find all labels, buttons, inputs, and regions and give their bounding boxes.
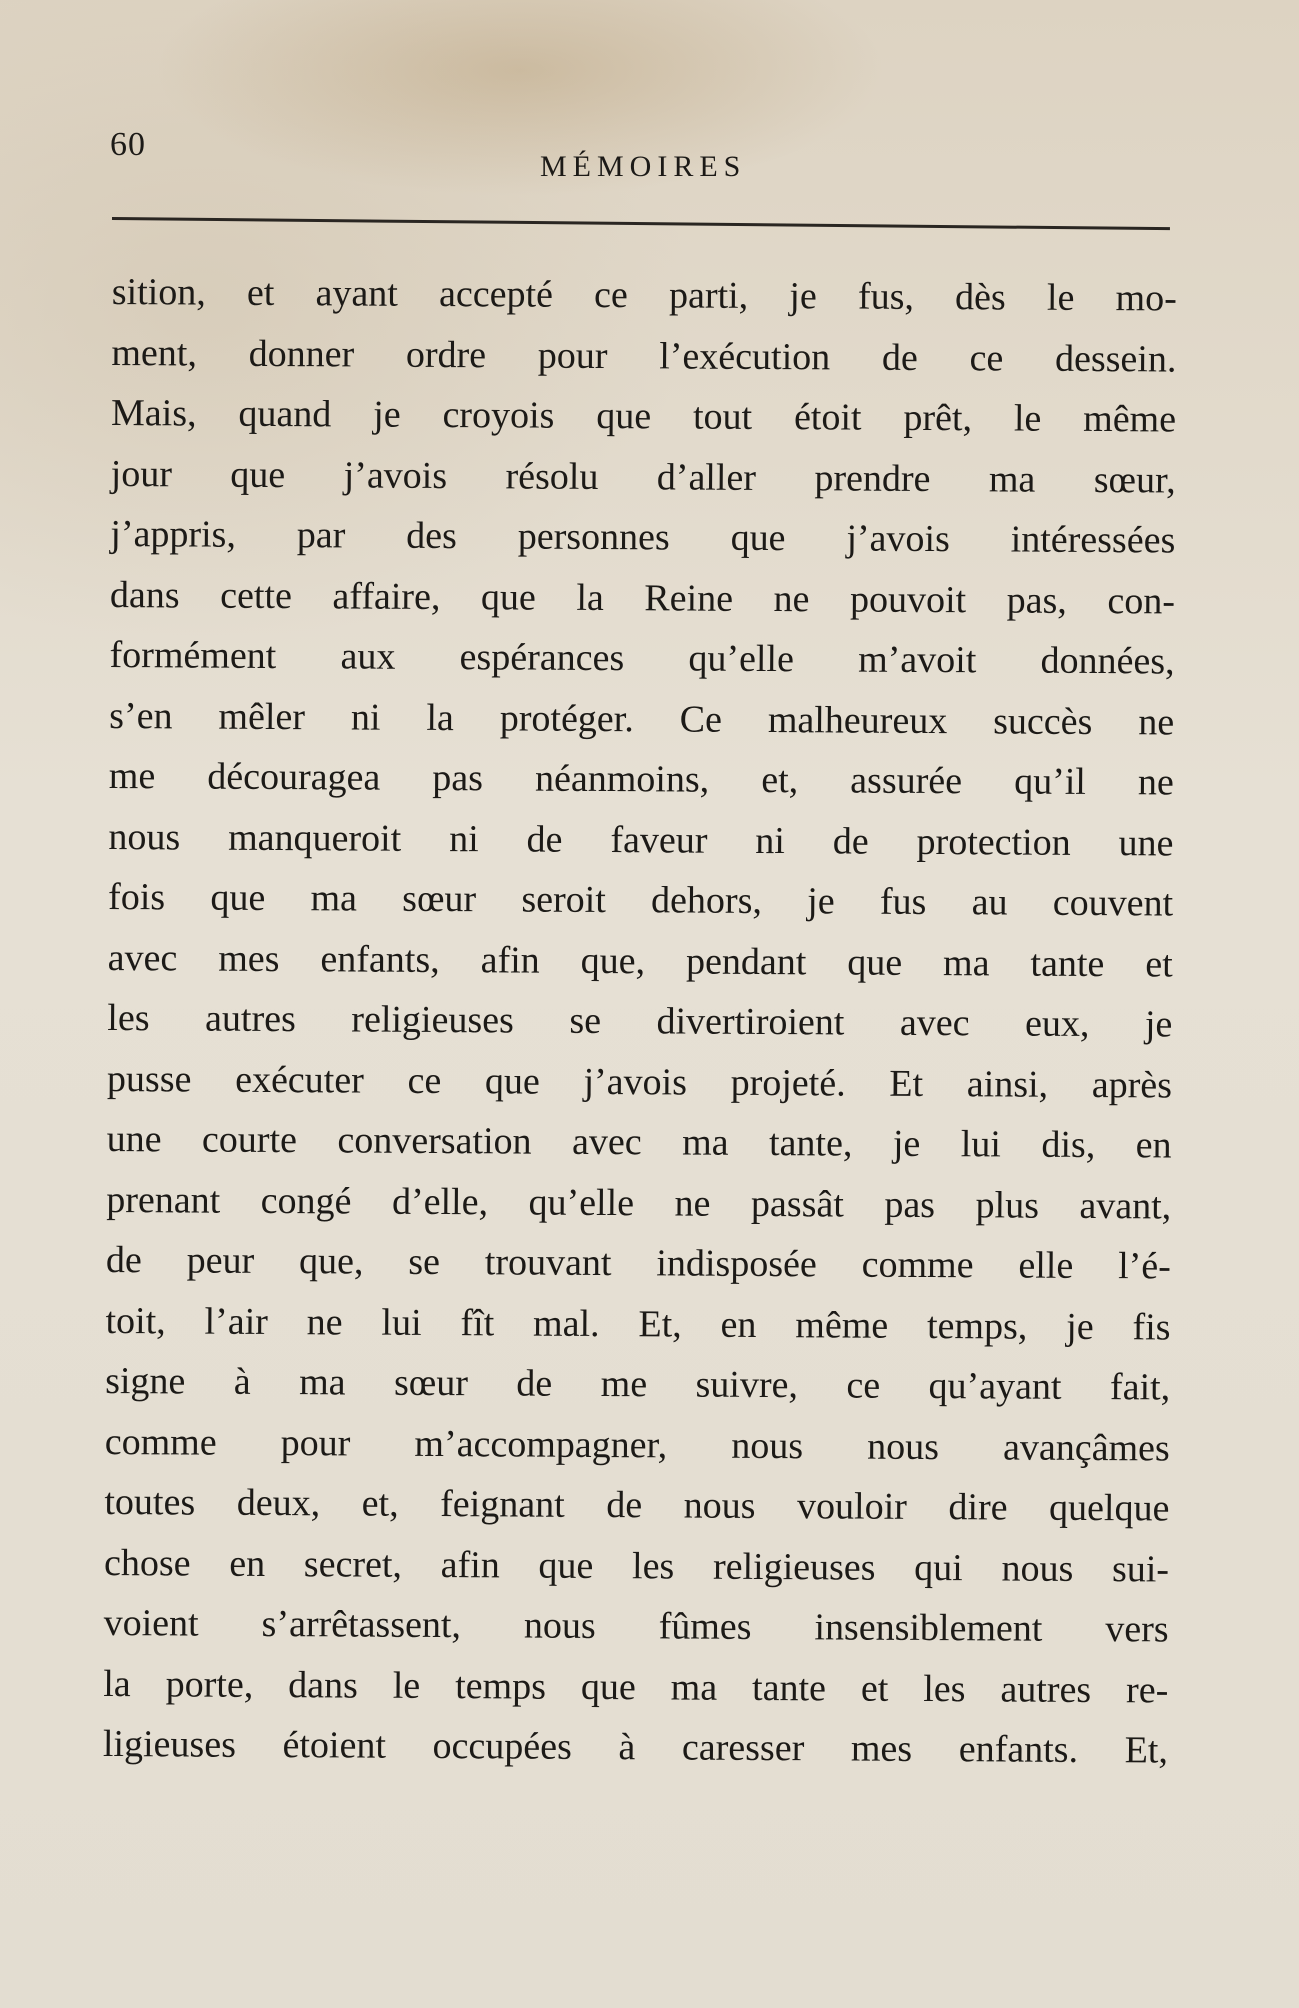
text-line: nous manqueroit ni de faveur ni de protection une: [108, 815, 1174, 864]
text-line: fois que ma sœur seroit dehors, je fus au couvent: [107, 875, 1174, 925]
text-line: les autres religieuses se divertiroient avec eux, je: [107, 996, 1173, 1046]
text-line: voient s’arrêtassent, nous fûmes insensiblement vers: [103, 1601, 1169, 1651]
text-line: ligieuses étoient occupées à caresser mes enfants. Et,: [102, 1722, 1169, 1772]
text-line: dans cette affaire, que la Reine ne pouvoit pas, con-: [109, 573, 1176, 622]
text-line: avec mes enfants, afin que, pendant que ma tante et: [107, 936, 1173, 985]
text-line: me découragea pas néanmoins, et, assurée qu’il ne: [108, 754, 1174, 804]
header-rule: [112, 217, 1170, 230]
text-line: comme pour m’accompagner, nous nous avançâmes: [104, 1420, 1170, 1469]
text-line: toutes deux, et, feignant de nous vouloir dire quelque: [104, 1480, 1170, 1530]
text-line: jour que j’avois résolu d’aller prendre ma sœur,: [110, 452, 1176, 502]
text-line: sition, et ayant accepté ce parti, je fus, dès le mo-: [111, 270, 1177, 320]
text-line: s’en mêler ni la protéger. Ce malheureux succès ne: [109, 694, 1175, 743]
text-line: une courte conversation avec ma tante, je lui dis, en: [106, 1117, 1172, 1167]
text-line: toit, l’air ne lui fît mal. Et, en même temps, je fis: [105, 1299, 1171, 1348]
text-line: la porte, dans le temps que ma tante et les autres re-: [103, 1662, 1169, 1711]
text-line: Mais, quand je croyois que tout étoit prêt, le même: [110, 391, 1177, 441]
text-line: j’appris, par des personnes que j’avois intéressées: [110, 512, 1176, 562]
running-title: MÉMOIRES: [540, 150, 747, 183]
text-line: ment, donner ordre pour l’exécution de ce dessein.: [111, 331, 1177, 381]
text-line: pusse exécuter ce que j’avois projeté. Et ainsi, après: [106, 1057, 1173, 1106]
text-line: chose en secret, afin que les religieuses qui nous sui-: [103, 1541, 1170, 1590]
text-line: de peur que, se trouvant indisposée comme elle l’é-: [105, 1238, 1172, 1288]
page-number: 60: [110, 126, 146, 163]
text-line: formément aux espérances qu’elle m’avoit données,: [109, 633, 1175, 683]
text-line: prenant congé d’elle, qu’elle ne passât pas plus avant,: [106, 1178, 1172, 1227]
body-text: [103, 262, 1177, 1781]
text-line: signe à ma sœur de me suivre, ce qu’ayant fait,: [105, 1359, 1171, 1409]
